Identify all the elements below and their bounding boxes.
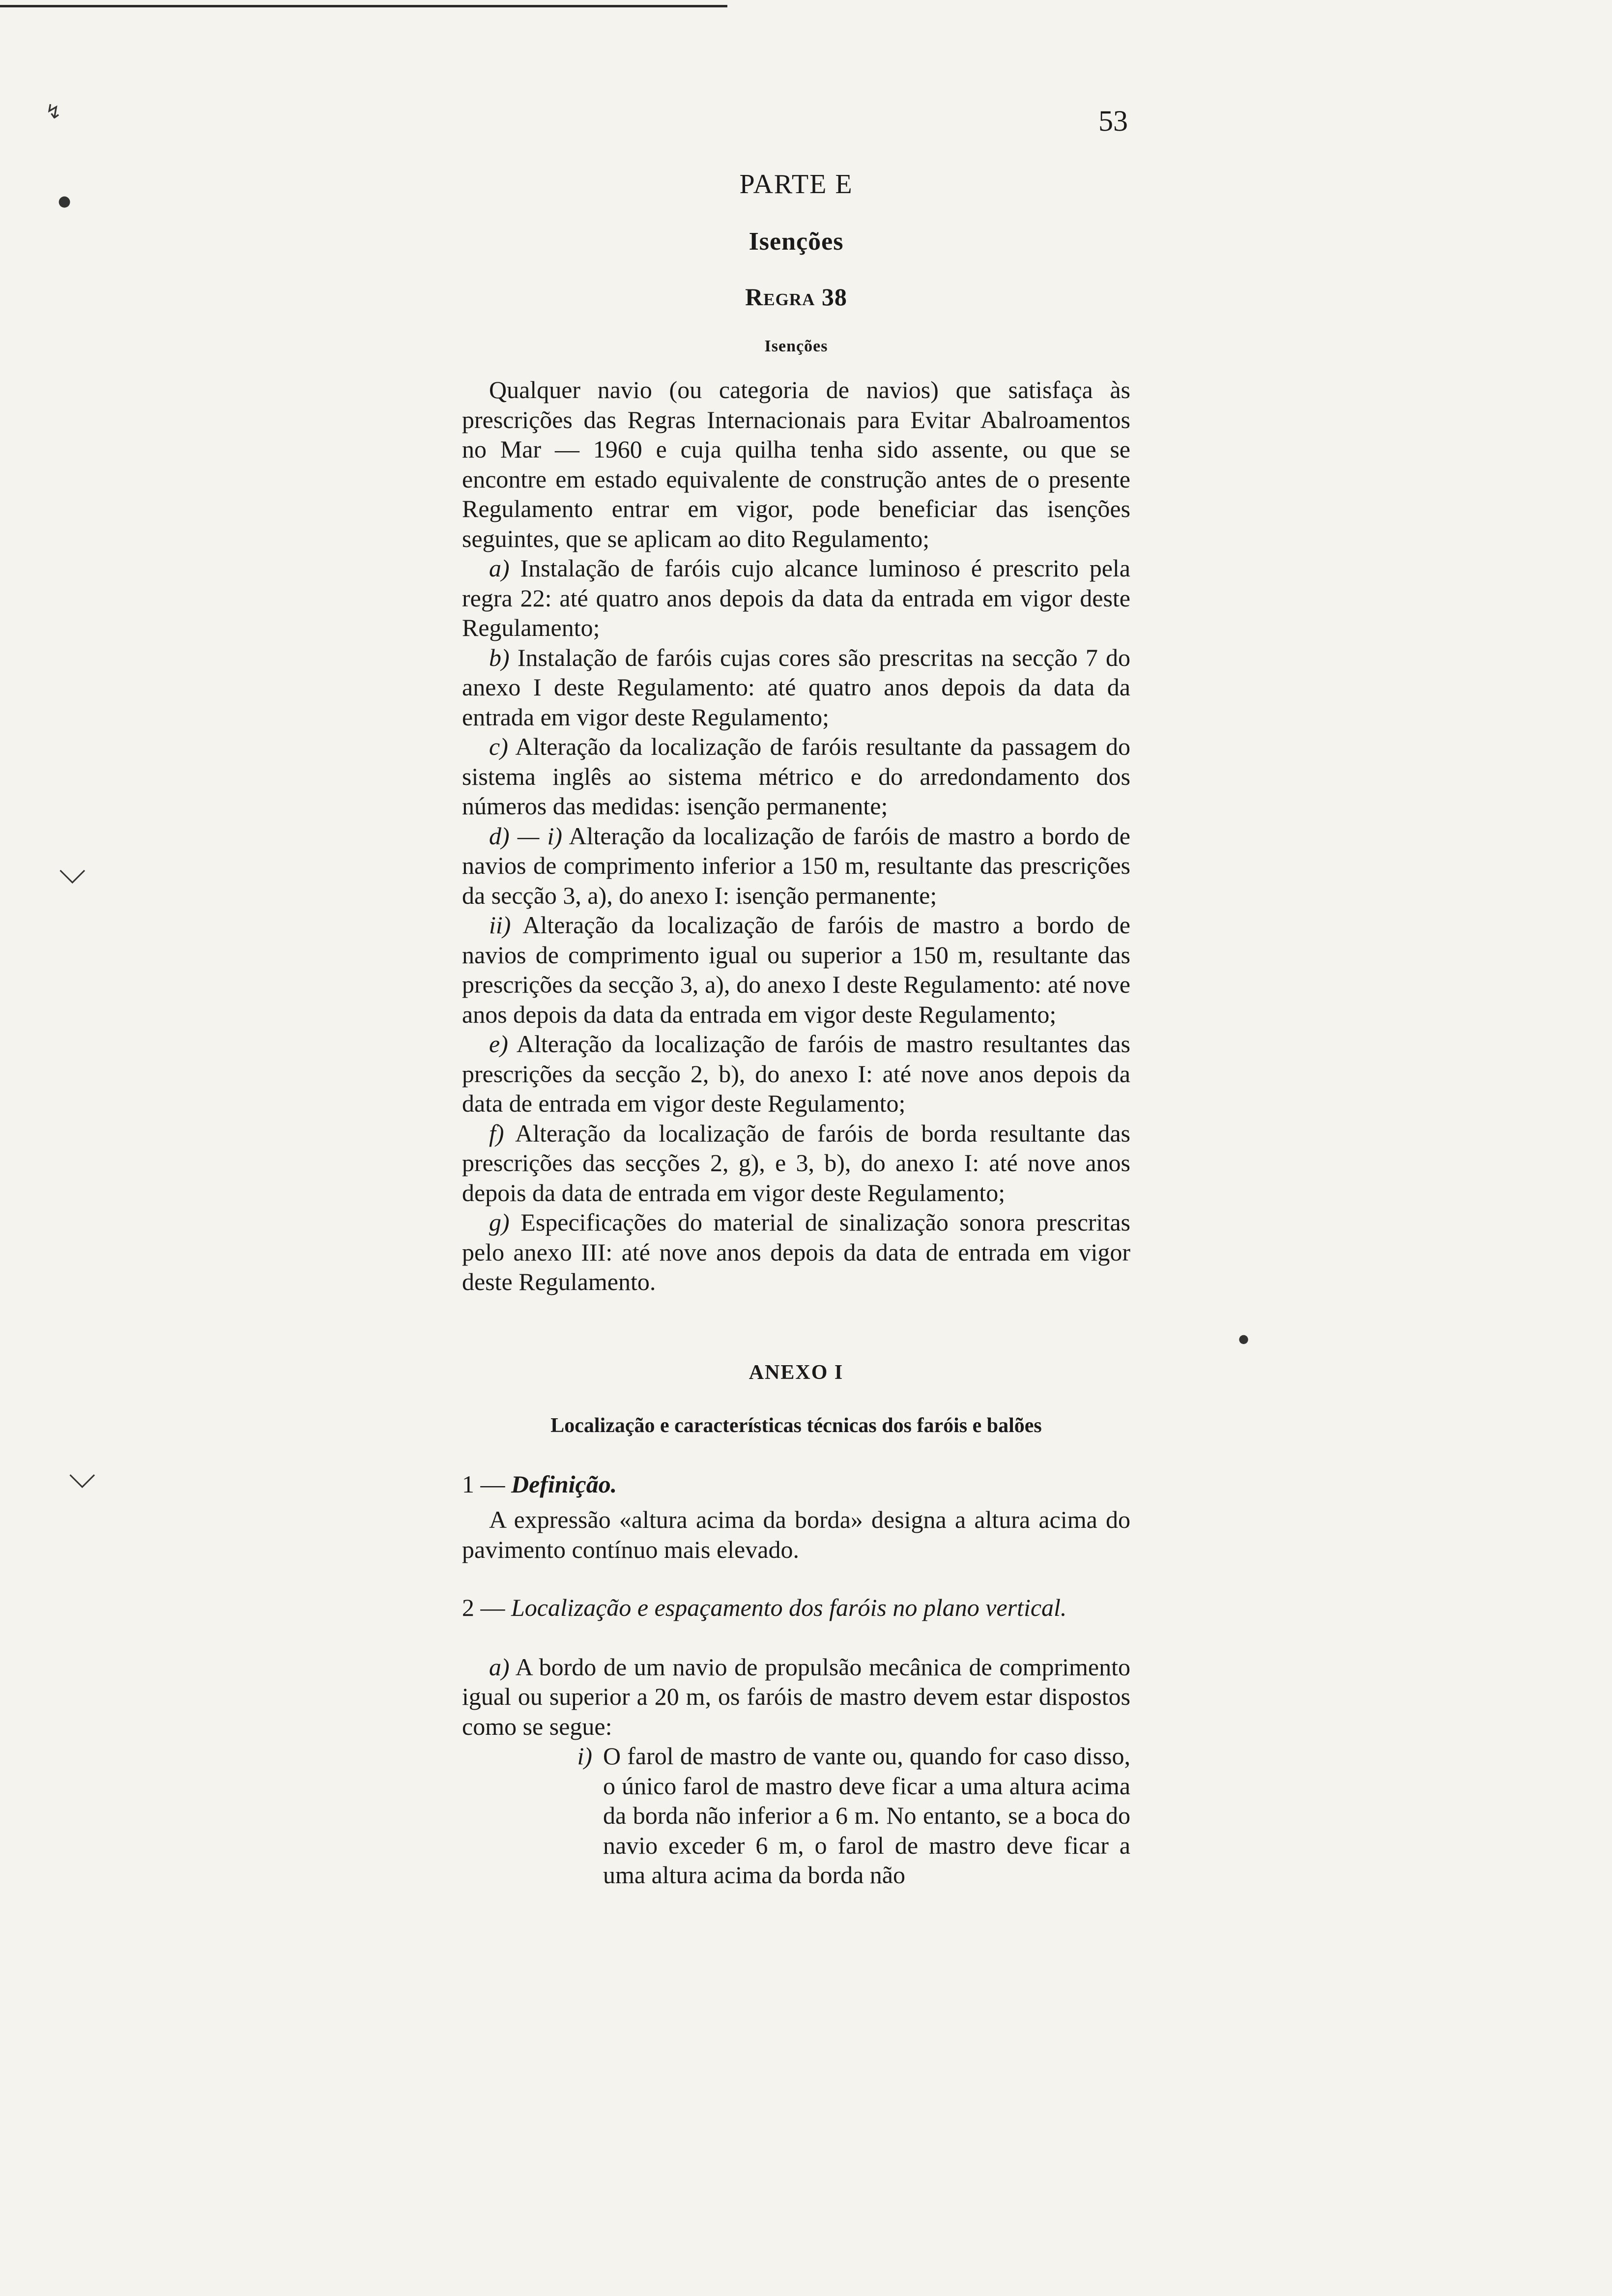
section-title: Localização e espaçamento dos faróis no plano vertical. (511, 1594, 1067, 1621)
section-1-heading (462, 1469, 1130, 1499)
item-text: Alteração da localização de faróis de mastro resultantes das prescrições da secção 2, b), do anexo I: até nove anos depois da data de entrada em vigor deste Regulamento; (462, 1030, 1130, 1117)
list-item (462, 732, 1130, 821)
scan-mark: ⌵ (69, 1455, 96, 1496)
list-item (462, 643, 1130, 732)
item-label: a) (489, 1653, 510, 1681)
part-heading: PARTE E (739, 169, 853, 200)
part-subtitle: Isenções (748, 227, 844, 256)
item-label: c) (489, 733, 508, 760)
rule-subtitle: Isenções (764, 337, 828, 355)
annex-subtitle: Localização e características técnicas dos faróis e balões (550, 1414, 1042, 1437)
item-label: b) (489, 643, 510, 671)
item-label: a) (489, 554, 510, 582)
top-rule (0, 5, 727, 7)
item-text: Especificações do material de sinalização sonora prescritas pelo anexo III: até nove anos depois da data de entrada em vigor deste Regulamento. (462, 1208, 1130, 1295)
scan-mark: ↯ (45, 101, 62, 123)
section-2-heading (462, 1593, 1130, 1623)
main-column (462, 170, 1130, 1890)
item-label: f) (489, 1119, 504, 1147)
list-item (462, 1207, 1130, 1297)
item-label: e) (489, 1030, 508, 1058)
section-1-text: A expressão «altura acima da borda» designa a altura acima do pavimento contínuo mais elevado. (462, 1506, 1130, 1563)
item-text: Alteração da localização de faróis resultante da passagem do sistema inglês ao sistema métrico e do arredondamento dos números das medidas: isenção permanente; (462, 733, 1130, 820)
item-text: Alteração da localização de faróis de mastro a bordo de navios de comprimento inferior a 150 m, resultante das prescrições da secção 3, a), do anexo I: isenção permanente; (462, 822, 1130, 909)
item-label: ii) (489, 911, 511, 939)
item-text: Alteração da localização de faróis de borda resultante das prescrições das secções 2, g), e 3, b), do anexo I: até nove anos depois da data de entrada em vigor deste Regulamento; (462, 1119, 1130, 1206)
item-text: Alteração da localização de faróis de mastro a bordo de navios de comprimento igual ou superior a 150 m, resultante das prescrições da secção 3, a), do anexo I deste Regulamento: até nove anos depois da data da entrada em vigor deste Regulamento; (462, 911, 1130, 1028)
item-label: i) (577, 1742, 592, 1770)
item-text: A bordo de um navio de propulsão mecânica de comprimento igual ou superior a 20 m, os faróis de mastro devem estar dispostos como se segue: (462, 1653, 1131, 1740)
item-label: g) (489, 1208, 510, 1236)
list-item (462, 821, 1130, 911)
rule-heading: Regra 38 (745, 283, 847, 311)
item-label: d) — i) (489, 822, 563, 850)
list-item (462, 910, 1130, 1029)
section-title: Definição. (511, 1470, 617, 1498)
item-text: Instalação de faróis cujo alcance luminoso é prescrito pela regra 22: até quatro anos depois da data da entrada em vigor deste Regulamento; (462, 554, 1131, 641)
scan-mark: ● (58, 193, 71, 210)
section-number: 2 — (462, 1594, 505, 1621)
item-text: O farol de mastro de vante ou, quando for caso disso, o único farol de mastro deve ficar a uma altura acima da borda não inferior a 6 m. No entanto, se a boca do navio exceder 6 m, o farol de mastro deve ficar a uma altura acima da borda não (603, 1742, 1130, 1889)
list-item (462, 1029, 1130, 1119)
section-number: 1 — (462, 1470, 505, 1498)
section-2a-text (462, 1652, 1130, 1742)
intro-paragraph: Qualquer navio (ou categoria de navios) que satisfaça às prescrições das Regras Internacionais para Evitar Abalroamentos no Mar — 1960 e cuja quilha tenha sido assente, ou que se encontre em estado equivalente de construção antes de o presente Regulamento entrar em vigor, pode beneficiar das isenções seguintes, que se aplicam ao dito Regulamento; (462, 376, 1130, 552)
annex-heading: ANEXO I (748, 1361, 844, 1384)
scan-mark: ⌵ (59, 850, 86, 891)
section-2a-i (462, 1741, 1130, 1890)
list-item (462, 1119, 1130, 1208)
item-text: Instalação de faróis cujas cores são prescritas na secção 7 do anexo I deste Regulamento: até quatro anos depois da data da entrada em vigor deste Regulamento; (462, 643, 1131, 731)
page-number: 53 (1098, 105, 1128, 137)
scan-mark: ● (1238, 1332, 1249, 1346)
list-item (462, 553, 1130, 643)
